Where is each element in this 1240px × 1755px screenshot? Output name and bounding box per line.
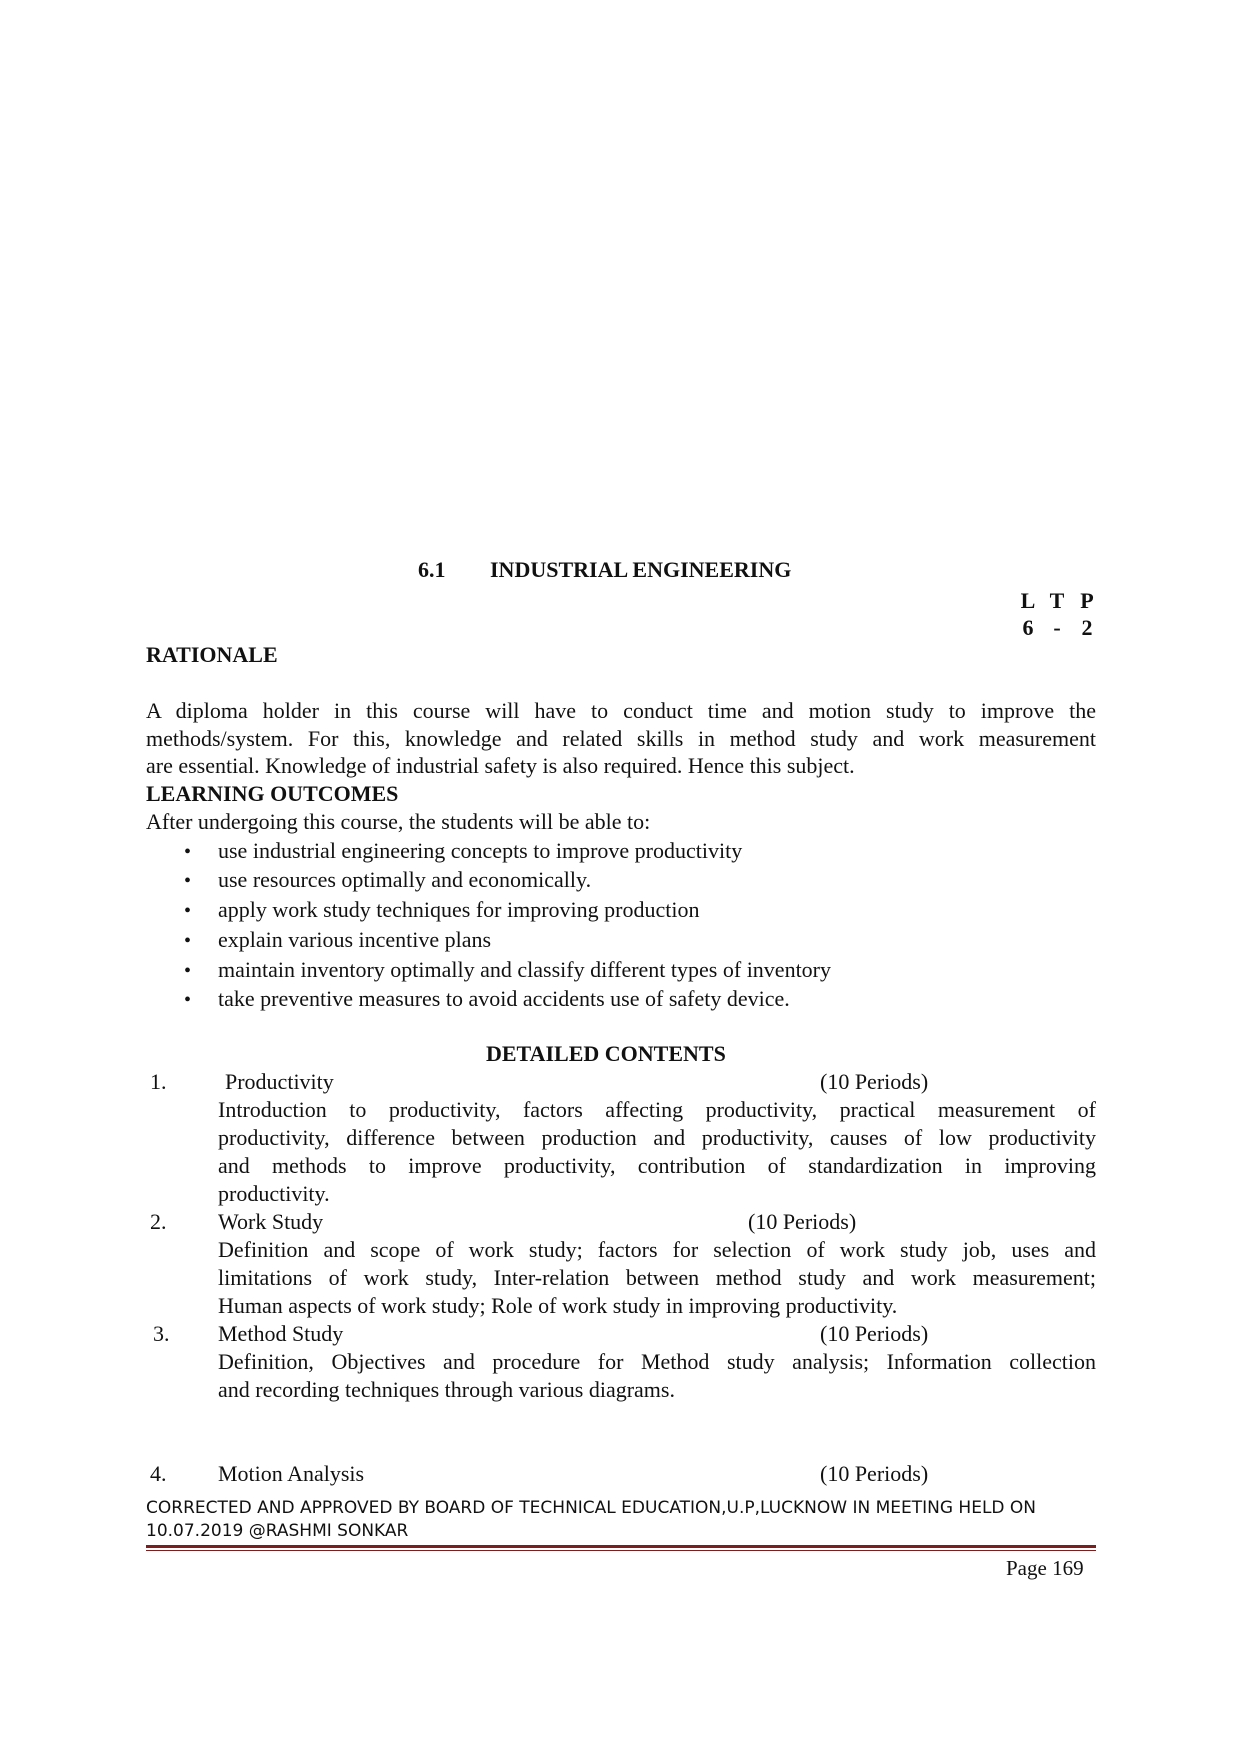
footer-date-text: 10.07.2019 @RASHMI SONKAR — [146, 1521, 409, 1541]
bullet-icon: • — [184, 960, 192, 982]
unit-periods: (10 Periods) — [820, 1461, 929, 1486]
ltp-header-t: T — [1049, 588, 1065, 613]
unit-description-line: Definition, Objectives and procedure for Method study analysis; Information collection — [218, 1349, 1096, 1374]
outcome-item: use industrial engineering concepts to improve productivity — [218, 838, 743, 863]
bullet-icon: • — [184, 989, 192, 1011]
unit-title: Work Study — [218, 1209, 324, 1234]
footer-divider — [146, 1545, 1096, 1551]
footer-approval-text: CORRECTED AND APPROVED BY BOARD OF TECHNICAL EDUCATION,U.P,LUCKNOW IN MEETING HELD ON — [146, 1498, 1037, 1518]
outcome-item: explain various incentive plans — [218, 927, 492, 952]
ltp-value-l: 6 — [1022, 615, 1034, 640]
detailed-contents-heading: DETAILED CONTENTS — [486, 1041, 726, 1066]
bullet-icon: • — [184, 930, 192, 952]
ltp-value-t: - — [1053, 615, 1061, 640]
unit-description-line: Introduction to productivity, factors affecting productivity, practical measurement of — [218, 1097, 1096, 1122]
ltp-header-p: P — [1080, 588, 1094, 613]
unit-description-line: and recording techniques through various diagrams. — [218, 1377, 675, 1402]
bullet-icon: • — [184, 841, 192, 863]
unit-description-line: Definition and scope of work study; factors for selection of work study job, uses and — [218, 1237, 1096, 1262]
unit-number: 1. — [150, 1069, 167, 1094]
ltp-value-p: 2 — [1081, 615, 1093, 640]
rationale-line: methods/system. For this, knowledge and related skills in method study and work measurement — [146, 726, 1096, 751]
bullet-icon: • — [184, 900, 192, 922]
outcome-item: apply work study techniques for improving production — [218, 897, 700, 922]
outcome-item: take preventive measures to avoid accidents use of safety device. — [218, 986, 790, 1011]
learning-outcomes-intro: After undergoing this course, the students will be able to: — [146, 809, 651, 834]
unit-number: 4. — [150, 1461, 167, 1486]
unit-periods: (10 Periods) — [820, 1069, 929, 1094]
bullet-icon: • — [184, 870, 192, 892]
unit-periods: (10 Periods) — [748, 1209, 857, 1234]
unit-periods: (10 Periods) — [820, 1321, 929, 1346]
rationale-line: A diploma holder in this course will have to conduct time and motion study to improve the — [146, 698, 1096, 723]
unit-description-line: productivity, difference between production and productivity, causes of low productivity — [218, 1125, 1096, 1150]
unit-title: Productivity — [225, 1069, 334, 1094]
unit-description-line: Human aspects of work study; Role of work study in improving productivity. — [218, 1293, 898, 1318]
learning-outcomes-heading: LEARNING OUTCOMES — [146, 781, 399, 806]
rationale-line: are essential. Knowledge of industrial safety is also required. Hence this subject. — [146, 753, 855, 778]
unit-number: 3. — [153, 1321, 170, 1346]
unit-title: Method Study — [218, 1321, 344, 1346]
ltp-header-l: L — [1020, 588, 1036, 613]
course-number: 6.1 — [418, 557, 446, 582]
outcome-item: use resources optimally and economically. — [218, 867, 592, 892]
unit-description-line: and methods to improve productivity, contribution of standardization in improving — [218, 1153, 1096, 1178]
course-title: INDUSTRIAL ENGINEERING — [490, 557, 792, 582]
unit-description-line: limitations of work study, Inter-relation between method study and work measurement; — [218, 1265, 1096, 1290]
unit-description-line: productivity. — [218, 1181, 330, 1206]
unit-number: 2. — [150, 1209, 167, 1234]
page-number: Page 169 — [1006, 1556, 1084, 1580]
unit-title: Motion Analysis — [218, 1461, 365, 1486]
outcome-item: maintain inventory optimally and classify different types of inventory — [218, 957, 832, 982]
rationale-heading: RATIONALE — [146, 642, 278, 667]
